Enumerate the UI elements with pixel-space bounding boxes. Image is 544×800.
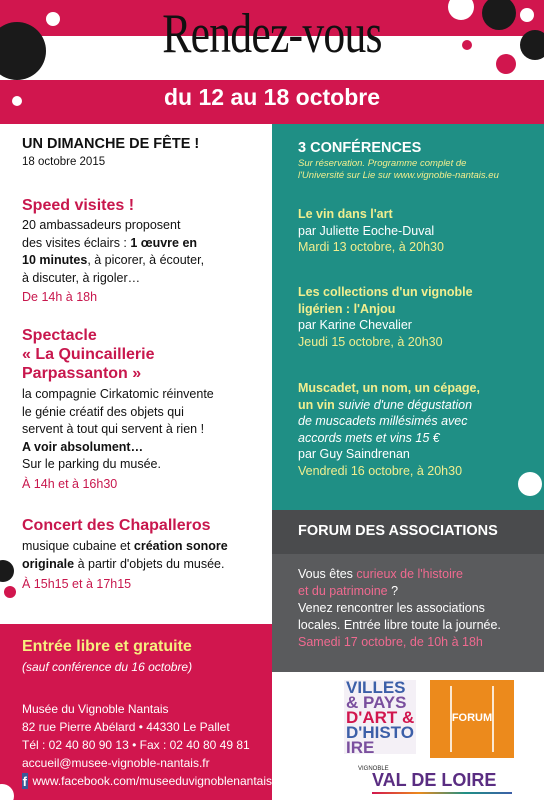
- left-column: [0, 124, 272, 624]
- conference-title-part: un vin: [298, 397, 339, 412]
- conferences-note: [298, 158, 538, 182]
- museum-email[interactable]: accueil@musee-vignoble-nantais.fr: [22, 756, 210, 770]
- concert-text: musique cubaine et: [22, 539, 134, 553]
- conference-speaker: par Guy Saindrenan: [298, 447, 410, 461]
- facebook-line: [22, 772, 272, 790]
- concert-time: À 15h15 et à 17h15: [22, 577, 132, 591]
- logo-line: D'ART &: [346, 708, 415, 727]
- facebook-link[interactable]: www.facebook.com/museeduvignoblenantais: [32, 774, 272, 788]
- header-banner: [0, 0, 544, 124]
- page-title: Rendez-vous: [162, 3, 382, 65]
- forum-line: [298, 583, 538, 600]
- partner-logos: [338, 672, 544, 800]
- speed-title: Speed visites !: [22, 197, 135, 214]
- free-entry: Entrée libre et gratuite: [22, 638, 192, 655]
- deco-dot: [520, 8, 534, 22]
- deco-dot: [4, 586, 16, 598]
- conference-1: [298, 206, 538, 256]
- forum-line: locales. Entrée libre toute la journée.: [298, 618, 501, 632]
- concert-title: Concert des Chapalleros: [22, 517, 211, 534]
- show-line: Sur le parking du musée.: [22, 457, 161, 471]
- conference-subtitle: suivie d'une dégustation: [338, 397, 473, 412]
- conference-speaker: par Juliette Eoche-Duval: [298, 223, 435, 238]
- show-time: À 14h et à 16h30: [22, 477, 118, 491]
- show-line: la compagnie Cirkatomic réinvente: [22, 387, 214, 401]
- info-panel: [0, 624, 272, 800]
- concert-description: [22, 538, 270, 573]
- speed-text: , à picorer, à écouter,: [87, 253, 205, 267]
- show-title-line: Spectacle: [22, 327, 97, 344]
- villes-pays-art-histoire-logo: [344, 680, 416, 754]
- conference-title: Le vin dans l'art: [298, 207, 393, 221]
- logo-line: & PAYS: [346, 693, 407, 712]
- deco-dot: [496, 54, 516, 74]
- show-line: le génie créatif des objets qui: [22, 404, 184, 419]
- conference-speaker: par Karine Chevalier: [298, 318, 412, 332]
- conference-date: Jeudi 15 octobre, à 20h30: [298, 334, 443, 349]
- vdl-text: VAL DE LOIRE: [372, 770, 497, 790]
- show-title: [22, 326, 270, 383]
- museum-name: Musée du Vignoble Nantais: [22, 702, 169, 716]
- conferences-title: 3 CONFÉRENCES: [298, 140, 422, 156]
- concert-line: [22, 538, 270, 556]
- speed-bold: 10 minutes: [22, 253, 88, 267]
- contact-block: [22, 700, 272, 790]
- speed-bold: 1 œuvre en: [130, 235, 198, 250]
- show-line: A voir absolument…: [22, 439, 144, 454]
- speed-line: 20 ambassadeurs proposent: [22, 218, 181, 232]
- concert-line: [22, 556, 270, 574]
- museum-address: 82 rue Pierre Abélard • 44330 Le Pallet: [22, 720, 230, 734]
- speed-time: De 14h à 18h: [22, 290, 98, 304]
- conference-2: [298, 284, 538, 350]
- forum-line: Venez rencontrer les associations: [298, 601, 485, 615]
- logo-line: D'HISTO: [346, 723, 414, 742]
- speed-description: [22, 217, 270, 287]
- speed-line: [22, 252, 270, 270]
- conference-title: ligérien : l'Anjou: [298, 301, 396, 316]
- show-description: [22, 386, 270, 474]
- conference-3: [298, 380, 538, 479]
- forum-logo: [430, 680, 514, 758]
- show-title-line: « La Quincaillerie: [22, 346, 155, 363]
- forum-title: FORUM DES ASSOCIATIONS: [298, 523, 498, 539]
- deco-dot: [520, 30, 544, 60]
- vdl-small-text: VIGNOBLE: [358, 766, 389, 772]
- forum-logo-text: FORUM: [451, 712, 493, 724]
- forum-panel: [272, 510, 544, 672]
- conference-title: Muscadet, un nom, un cépage,: [298, 381, 480, 395]
- conference-title: Les collections d'un vignoble: [298, 285, 473, 299]
- conference-date: Mardi 13 octobre, à 20h30: [298, 240, 444, 254]
- forum-highlight: curieux de l'histoire: [356, 567, 463, 581]
- conference-subtitle: de muscadets millésimés avec: [298, 414, 468, 428]
- show-title-line: Parpassanton »: [22, 365, 142, 382]
- logo-line: IRE: [346, 738, 375, 754]
- speed-text: des visites éclairs :: [22, 235, 131, 250]
- deco-dot: [46, 12, 60, 26]
- conference-subtitle: accords mets et vins 15 €: [298, 430, 440, 445]
- concert-bold: originale: [22, 556, 75, 571]
- conference-date: Vendredi 16 octobre, à 20h30: [298, 463, 463, 478]
- note-line: Sur réservation. Programme complet de: [298, 158, 467, 169]
- forum-text: Vous êtes: [298, 567, 357, 581]
- speed-line: [22, 235, 270, 253]
- forum-highlight: et du patrimoine: [298, 584, 388, 598]
- day-title: UN DIMANCHE DE FÊTE !: [22, 136, 200, 152]
- forum-text: ?: [387, 584, 399, 598]
- speed-line: à discuter, à rigoler…: [22, 270, 141, 285]
- concert-text: à partir d'objets du musée.: [74, 556, 225, 571]
- day-date: 18 octobre 2015: [22, 156, 106, 168]
- vdl-underline: [372, 792, 512, 794]
- facebook-icon: f: [22, 774, 27, 789]
- free-entry-note: (sauf conférence du 16 octobre): [22, 660, 193, 674]
- note-line: l'Université sur Lie sur www.vignoble-nantais.eu: [298, 170, 499, 181]
- event-dates: du 12 au 18 octobre: [163, 84, 380, 110]
- val-de-loire-logo: [358, 768, 538, 794]
- logo-line: VILLES: [346, 680, 406, 697]
- forum-line: [298, 566, 538, 583]
- forum-date: Samedi 17 octobre, de 10h à 18h: [298, 635, 483, 649]
- museum-phone: Tél : 02 40 80 90 13 • Fax : 02 40 80 49 81: [22, 738, 250, 752]
- conference-title: [298, 397, 538, 414]
- show-line: servent à tout qui servent à rien !: [22, 422, 205, 436]
- concert-bold: création sonore: [133, 539, 228, 553]
- deco-dot: [518, 472, 542, 496]
- conferences-panel: [272, 124, 544, 510]
- forum-description: [298, 566, 538, 651]
